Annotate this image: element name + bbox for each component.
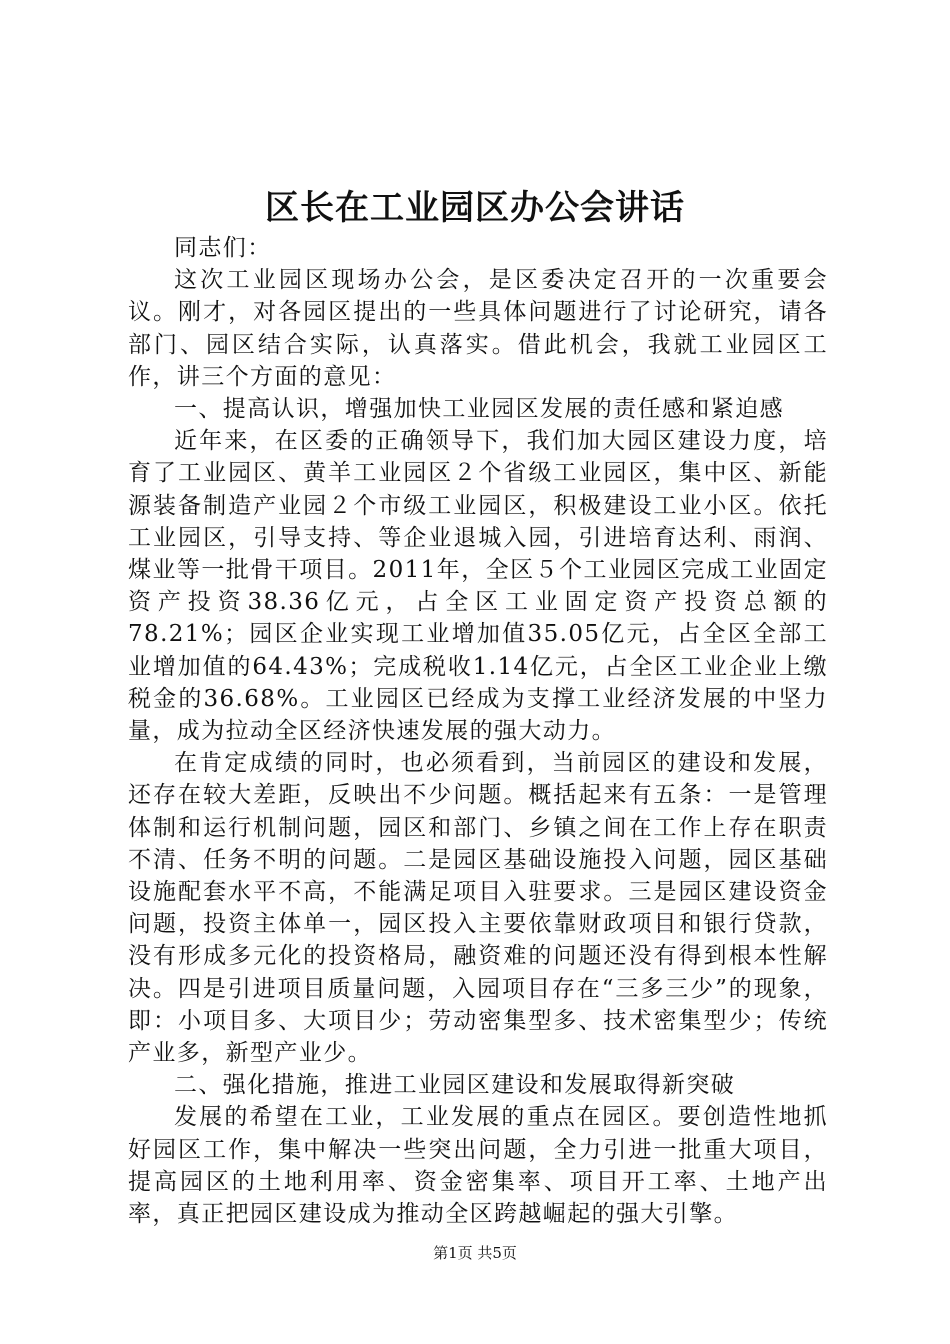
section-two-heading: 二、强化措施，推进工业园区建设和发展取得新突破 — [174, 1072, 736, 1099]
document-body — [128, 232, 828, 1230]
section-one-heading: 一、提高认识，增强加快工业园区发展的责任感和紧迫感 — [174, 396, 784, 423]
problems-paragraph: 在肯定成绩的同时，也必须看到，当前园区的建设和发展，还存在较大差距，反映出不少问题。概括起来有五条：一是管理体制和运行机制问题，园区和部门、乡镇之间在工作上存在职责不清、任务不明的问题。二是园区基础设施投入问题，园区基础设施配套水平不高，不能满足项目入驻要求。三是园区建设资金问题，投资主体单一，园区投入主要依靠财政项目和银行贷款，没有形成多元化的投资格局，融资难的问题还没有得到根本性解决。四是引进项目质量问题，入园项目存在“三多三少”的现象，即：小项目多、大项目少；劳动密集型多、技术密集型少；传统产业多，新型产业少。 — [128, 750, 828, 1067]
page-number-footer: 第1页 共5页 — [433, 1244, 517, 1262]
achievements-paragraph: 近年来，在区委的正确领导下，我们加大园区建设力度，培育了工业园区、黄羊工业园区２个省级工业园区，集中区、新能源装备制造产业园２个市级工业园区，积极建设工业小区。依托工业园区，引导支持、等企业退城入园，引进培育达利、雨润、煤业等一批骨干项目。2011年，全区５个工业园区完成工业固定资产投资38.36亿元，占全区工业固定资产投资总额的78.21%；园区企业实现工业增加值35.05亿元，占全区全部工业增加值的64.43%；完成税收1.14亿元，占全区工业企业上缴税金的36.68%。工业园区已经成为支撑工业经济发展的中坚力量，成为拉动全区经济快速发展的强大动力。 — [128, 428, 828, 745]
document-title: 区长在工业园区办公会讲话 — [265, 188, 685, 228]
development-paragraph: 发展的希望在工业，工业发展的重点在园区。要创造性地抓好园区工作，集中解决一些突出问题，全力引进一批重大项目，提高园区的土地利用率、资金密集率、项目开工率、土地产出率，真正把园区建设成为推动全区跨越崛起的强大引擎。 — [128, 1104, 828, 1228]
salutation-paragraph: 同志们： — [174, 235, 272, 261]
intro-paragraph: 这次工业园区现场办公会，是区委决定召开的一次重要会议。刚才，对各园区提出的一些具体问题进行了讨论研究，请各部门、园区结合实际，认真落实。借此机会，我就工业园区工作，讲三个方面的意见： — [128, 267, 828, 390]
